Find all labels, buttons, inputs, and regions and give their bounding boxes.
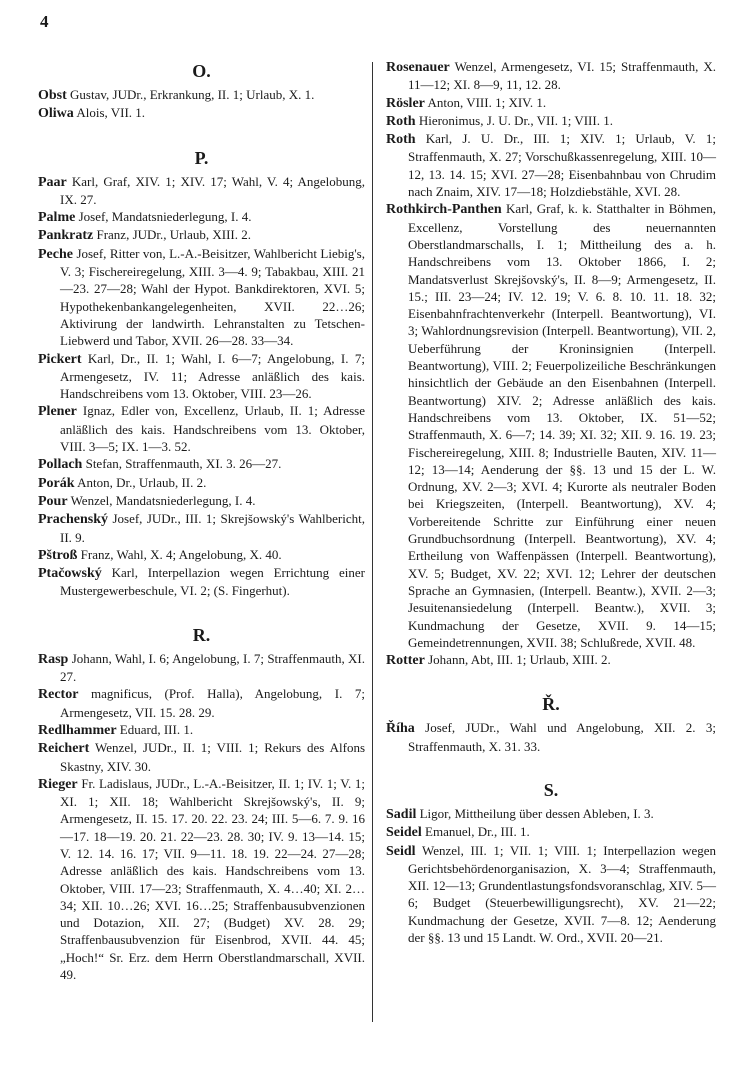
entry-name: Ptačowský [38,566,102,582]
index-entry [38,226,365,244]
section-letter-heading: O. [192,61,211,81]
index-entry [386,94,716,112]
section-letter-heading: R. [192,624,211,645]
index-section [386,777,716,946]
index-entry [38,245,365,350]
column-divider [372,62,373,1022]
left-column [38,58,365,1005]
entry-references: Gustav, JUDr., Erkrankung, II. 1; Urlaub, X. 1. [70,87,315,102]
entry-references: Franz, Wahl, X. 4; Angelobung, X. 40. [80,546,282,562]
entry-name: Sadil [386,806,417,822]
entry-references: Josef, JUDr., Wahl und Angelobung, XII. 2. 3; Straffenmauth, X. 31. 33. [408,720,716,754]
index-entry [38,564,365,600]
section-letter-heading: Ř. [542,694,560,715]
index-entry [386,112,716,130]
index-section [386,58,716,669]
entry-references: Eduard, III. 1. [119,721,194,737]
entry-references: Karl, Dr., II. 1; Wahl, I. 6—7; Angelobung, I. 7; Armengesetz, IV. 11; Adresse anläßlich des kais. Handschreibens vom 13. Oktober, VIII. 23—26. [60,350,366,402]
page-number: 4 [40,12,49,31]
entry-name: Rotter [386,653,425,669]
index-entry [38,721,365,739]
entry-name: Plener [38,404,77,420]
index-entry [386,842,716,947]
entry-name: Pollach [38,457,83,473]
index-entry [38,775,365,984]
entry-name: Pštroß [38,547,78,563]
index-section [386,691,716,755]
entry-name: Redlhammer [38,722,117,738]
index-entry [386,200,716,651]
entry-references: Karl, Graf, k. k. Statthalter in Böhmen, Excellenz, Vorstellung des neuernannten Oberstlandmarschalls, I. 1; Mittheilung des a. h. Handschreibens vom 13. Oktober 1866, I. 2; Mandatsverlust Skrejšovský's, II. 8—9; Armengesetz, II. 15.; III. 23—24; IV. 12. 19; V. 6. 8. 10. 11. 18. 32; Eisenbahnfrachtenverkehr (Interpell. Beantwortung), VI. 3; Wahlordnungsrevision (Interpell. Beantwortung), VII. 2, Ueberführung der Kroninsignien (Interpell. Beantwortung), VIII. 2; Feuerpolizeiliche Beschränkungen hinsichtlich der Gebäude an den Eisenbahnen (Interpell. Beantwortung) XIV. 2; Adresse anläßlich des kais. Handschreibens vom 13. Oktober, IX. 51—52; Straffenmauth, X. 6—7; 14. 39; XI. 32; XII. 9. 16. 19. 23; Fischereiregelung, XIII. 8; Industrielle Bauten, XIV. 11—12; 13—14; Aenderung der §§. 13 und 15 der L. W. Ordnung, XV. 2—3; XVI. 4; Kurorte als neutraler Boden bei Kriegszeiten, (Interpell. Beantwortung), XV. 4; Vorbereitende Schritte zur Einführung einer neuen Grundbuchsordnung (Interpell. Beantwortung), XV. 4; Ertheilung von Waffenpässen (Interpell. Beantwortung), XV. 5; Budget, XV. 22; XVI. 12; Lehrer der deutschen Sprache an Gymnasien, (Interpell. Beantw.), XVII. 2—3; Jesuitenansiedelung (Interpell. Beantw.), XVII. 3; Kundmachung der Gesetze, XVII. 9. 14—15; Gemeindetrennungen, XVII. 38; Schlußrede, XVII. 48. [408,201,716,650]
entry-name: Rosenauer [386,60,450,75]
index-entry [386,651,716,669]
entry-references: Johann, Abt, III. 1; Urlaub, XIII. 2. [428,652,611,668]
entry-name: Rieger [38,776,78,792]
index-section [38,58,365,123]
index-entry [38,350,365,403]
entry-references: Karl, Graf, XIV. 1; XIV. 17; Wahl, V. 4; Angelobung, IX. 27. [60,173,365,207]
entry-name: Rösler [386,95,425,111]
entry-references: Fr. Ladislaus, JUDr., L.-A.-Beisitzer, II. 1; IV. 1; V. 1; XI. 1; XII. 18; Wahlbericht Skrejšowský's, II. 9; Armengesetz, II. 15. 17. 20. 22. 23. 24; III. 5—6. 7. 9. 16—17. 18—19. 20. 21. 22—23. 28. 30; IV. 9. 13—14. 15; V. 12. 14. 16. 17; VII. 9—11. 18. 19. 22—24. 27—28; Adresse anläßlich des kais. Handschreibens vom 13. Oktober, VIII. 17—23; Straffenmauth, X. 4…40; XI. 2…34; XII. 10…26; XVI. 16…25; Straffenbausubvenzionen und Dotazion, XII. 27; (Budget) XV. 28. 29; Straffenbausubvenzion für Eisenbrod, XVII. 44. 45; „Hoch!“ Sr. Erz. dem Herrn Oberstlandmarschall, XVII. 49. [60,775,366,983]
entry-references: Anton, Dr., Urlaub, II. 2. [77,474,207,490]
index-entry [38,685,365,721]
entry-references: Wenzel, Armengesetz, VI. 15; Straffenmauth, X. 11—12; XI. 8—9, 11, 12. 28. [408,59,717,93]
entry-name: Reichert [38,741,90,757]
index-entry [38,173,365,209]
entry-references: Karl, J. U. Dr., III. 1; XIV. 1; Urlaub, V. 1; Straffenmauth, X. 27; Vorschußkassenregelung, XIII. 10—12, 13. 14. 15; XVI. 27—28; Eisenbahnbau von Chrudim nach Znaim, XIV. 17—18; Holzdiebstähle, XVI. 28. [408,131,716,200]
entry-references: Emanuel, Dr., III. 1. [425,824,530,840]
index-entry [386,823,716,841]
entry-name: Roth [386,113,416,129]
entry-references: magnificus, (Prof. Halla), Angelobung, I. 7; Armengesetz, VII. 15. 28. 29. [60,686,365,720]
index-section [38,622,365,984]
index-entry [38,208,365,226]
entry-name: Oliwa [38,106,74,122]
entry-name: Rector [38,687,79,703]
entry-name: Rasp [38,651,69,667]
index-entry [38,455,365,473]
index-entry [38,474,365,492]
index-entry [38,104,365,122]
section-letter-heading: S. [543,779,559,800]
entry-references: Stefan, Straffenmauth, XI. 3. 26—27. [85,456,282,472]
entry-references: Anton, VIII. 1; XIV. 1. [427,94,547,110]
index-entry [386,719,716,755]
entry-name: Seidel [386,825,422,841]
section-letter-heading: P. [194,147,209,168]
entry-name: Palme [38,210,76,226]
entry-references: Johann, Wahl, I. 6; Angelobung, I. 7; Straffenmauth, XI. 27. [60,650,365,685]
entry-name: Prachenský [38,512,108,528]
entry-name: Pankratz [38,228,94,244]
index-entry [38,546,365,564]
right-column [386,58,716,968]
entry-name: Pickert [38,351,82,367]
index-entry [38,86,365,104]
entry-references: Wenzel, III. 1; VII. 1; VIII. 1; Interpellazion wegen Gerichtsbehördenorganisazion, X. 3—4; Straffenmauth, XII. 12—13; Grundentlastungsfondsvoranschlag, XIV. 5—6; Budget (Steuerbewilligungsrecht), XV. 21—22; Kundmachung der Gesetze, XVII. 7—8. 12; Aenderung der §§. 13 und 15 Landt. W. Ord., XVII. 20—21. [408,842,716,946]
entry-references: Josef, JUDr., III. 1; Skrejšowský's Wahlbericht, II. 9. [60,511,365,545]
index-entry [38,402,365,455]
entry-name: Roth [386,132,416,148]
entry-references: Franz, JUDr., Urlaub, XIII. 2. [96,227,251,243]
entry-references: Karl, Interpellazion wegen Errichtung einer Mustergewerbeschule, VI. 2; (S. Fingerhut). [60,565,365,599]
entry-name: Peche [38,246,73,262]
entry-name: Paar [38,174,67,190]
entry-name: Rothkirch-Panthen [386,202,502,218]
index-entry [38,650,365,686]
index-entry [386,58,716,94]
entry-references: Josef, Ritter von, L.-A.-Beisitzer, Wahlbericht Liebig's, V. 3; Fischereiregelung, XIII. 3—4. 9; Tabakbau, XIII. 21—23. 27—28; Wahl der Hypot. Bankdirektoren, XVI. 5; Hypothekenbankangelegenheiten, XVII. 22…26; Aktivirung der landwirth. Lehranstalten zu Tetschen-Liebwerd und Tabor, XVII. 26—28. 33—34. [60,245,365,349]
entry-references: Wenzel, JUDr., II. 1; VIII. 1; Rekurs des Alfons Skastny, XIV. 30. [60,740,365,774]
index-section [38,145,365,600]
index-entry [38,510,365,546]
entry-references: Ignaz, Edler von, Excellenz, Urlaub, II. 1; Adresse anläßlich des kais. Handschreibens vom 13. Oktober, VIII. 3—5; IX. 1—3. 52. [60,403,366,455]
entry-references: Hieronimus, J. U. Dr., VII. 1; VIII. 1. [418,112,613,128]
entry-name: Obst [38,88,67,103]
index-entry [38,492,365,510]
index-entry [386,130,716,200]
entry-references: Ligor, Mittheilung über dessen Ableben, I. 3. [419,805,654,821]
entry-name: Pour [38,493,68,509]
index-entry [38,739,365,775]
entry-references: Alois, VII. 1. [76,105,146,121]
entry-name: Seidl [386,843,416,859]
index-entry [386,805,716,823]
entry-references: Wenzel, Mandatsniederlegung, I. 4. [70,492,256,508]
entry-references: Josef, Mandatsniederlegung, I. 4. [78,209,252,225]
entry-name: Říha [386,721,415,737]
entry-name: Porák [38,475,75,491]
